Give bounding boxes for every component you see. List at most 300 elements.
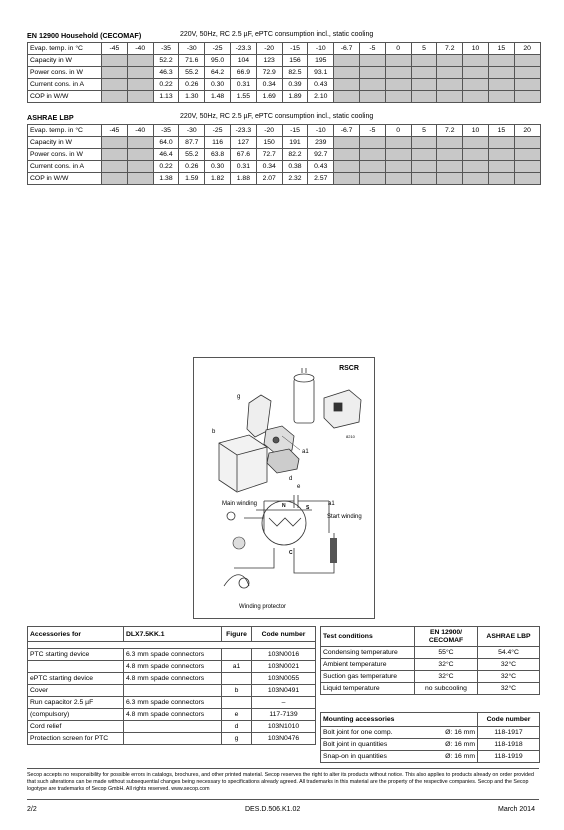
figure-cell: d [222, 721, 252, 733]
value-cell: 67.6 [230, 149, 256, 161]
value-cell [334, 91, 360, 103]
row-label: COP in W/W [28, 91, 102, 103]
row-label: Capacity in W [28, 137, 102, 149]
diagram-title: RSCR [339, 365, 359, 372]
value-cell: 93.1 [308, 67, 334, 79]
relay-part-icon [324, 390, 361, 428]
figure-cell [222, 649, 252, 661]
value-cell: 64.2 [205, 67, 231, 79]
svg-text:8210: 8210 [346, 434, 355, 439]
value-cell [102, 173, 128, 185]
table-row [28, 91, 541, 103]
value-cell [334, 149, 360, 161]
code-cell: 118-1919 [478, 751, 540, 763]
detail-cell: 4.8 mm spade connectors [124, 661, 222, 673]
table-row [28, 685, 316, 697]
row-label: Evap. temp. in °C [28, 43, 102, 55]
table-row [28, 55, 541, 67]
performance-table-en12900 [27, 42, 541, 103]
value-cell [463, 161, 489, 173]
temp-header-cell: 10 [463, 125, 489, 137]
value-cell [488, 137, 514, 149]
item-cell [28, 661, 124, 673]
value-cell [385, 161, 411, 173]
svg-text:b: b [212, 429, 216, 435]
value-cell: 1.30 [179, 91, 205, 103]
temp-header-cell: -30 [179, 43, 205, 55]
value-cell: 1.13 [153, 91, 179, 103]
value-cell [437, 67, 463, 79]
value-cell [437, 161, 463, 173]
ashrae-value: 32°C [478, 683, 540, 695]
spacer-row [28, 642, 316, 649]
value-cell [334, 137, 360, 149]
svg-text:a1: a1 [302, 449, 309, 455]
table-row [28, 721, 316, 733]
code-cell: 103N0491 [252, 685, 316, 697]
value-cell [514, 161, 540, 173]
table-row [28, 673, 316, 685]
table2-title: ASHRAE LBP [27, 113, 74, 122]
value-cell: 1.38 [153, 173, 179, 185]
value-cell: 71.6 [179, 55, 205, 67]
row-label: Evap. temp. in °C [28, 125, 102, 137]
temp-header-cell: -30 [179, 125, 205, 137]
value-cell [437, 55, 463, 67]
item-cell: (compulsory) [28, 709, 124, 721]
table-row [28, 67, 541, 79]
value-cell: 55.2 [179, 149, 205, 161]
item-cell: Cord relief [28, 721, 124, 733]
value-cell: 87.7 [179, 137, 205, 149]
header-cell: Figure [222, 627, 252, 642]
value-cell [385, 79, 411, 91]
value-cell: 46.3 [153, 67, 179, 79]
value-cell [411, 149, 437, 161]
value-cell [437, 173, 463, 185]
temp-header-cell: -40 [127, 125, 153, 137]
value-cell [359, 137, 385, 149]
item-cell: Run capacitor 2.5 µF [28, 697, 124, 709]
value-cell: 63.8 [205, 149, 231, 161]
value-cell [411, 67, 437, 79]
ashrae-value: 54.4°C [478, 647, 540, 659]
value-cell [334, 55, 360, 67]
row-label: Power cons. in W [28, 149, 102, 161]
value-cell [514, 91, 540, 103]
temp-header-cell: -20 [256, 43, 282, 55]
ashrae-value: 32°C [478, 671, 540, 683]
header-cell: Code number [252, 627, 316, 642]
value-cell: 92.7 [308, 149, 334, 161]
value-cell: 1.88 [230, 173, 256, 185]
value-cell [334, 79, 360, 91]
header-cell: Test conditions [321, 627, 415, 647]
table1-title: EN 12900 Household (CECOMAF) [27, 31, 142, 40]
value-cell: 72.9 [256, 67, 282, 79]
value-cell [437, 79, 463, 91]
code-cell: 118-1917 [478, 727, 540, 739]
value-cell [411, 137, 437, 149]
value-cell: 0.43 [308, 79, 334, 91]
value-cell [514, 137, 540, 149]
cover-icon [219, 435, 267, 492]
value-cell [334, 173, 360, 185]
item-cell: Cover [28, 685, 124, 697]
detail-cell [124, 721, 222, 733]
condition-label: Ambient temperature [321, 659, 415, 671]
temp-header-cell: -15 [282, 125, 308, 137]
mounting-size: Ø: 16 mm [415, 739, 478, 751]
value-cell [127, 91, 153, 103]
item-cell: ePTC starting device [28, 673, 124, 685]
table2-conditions: 220V, 50Hz, RC 2.5 µF, ePTC consumption incl., static cooling [180, 113, 374, 120]
value-cell [514, 67, 540, 79]
svg-text:Start winding: Start winding [327, 514, 362, 520]
value-cell: 1.82 [205, 173, 231, 185]
table-header-row [321, 713, 540, 727]
value-cell [102, 161, 128, 173]
row-label: Current cons. in A [28, 161, 102, 173]
value-cell [127, 55, 153, 67]
condition-label: Condensing temperature [321, 647, 415, 659]
table-row [321, 671, 540, 683]
value-cell: 64.0 [153, 137, 179, 149]
en12900-value: 32°C [415, 659, 478, 671]
value-cell [411, 161, 437, 173]
value-cell [102, 79, 128, 91]
value-cell: 2.07 [256, 173, 282, 185]
test-conditions-table [320, 626, 540, 695]
value-cell: 1.48 [205, 91, 231, 103]
table-row [28, 697, 316, 709]
table-row [321, 739, 540, 751]
value-cell: 0.30 [205, 79, 231, 91]
code-cell: 103N0016 [252, 649, 316, 661]
table-row [321, 683, 540, 695]
value-cell: 116 [205, 137, 231, 149]
value-cell: 0.39 [282, 79, 308, 91]
table-header-row [28, 627, 316, 642]
value-cell [463, 91, 489, 103]
en12900-value: no subcooling [415, 683, 478, 695]
svg-text:N: N [282, 503, 286, 509]
value-cell: 0.22 [153, 161, 179, 173]
temp-header-cell: 15 [488, 43, 514, 55]
value-cell: 72.7 [256, 149, 282, 161]
value-cell: 1.89 [282, 91, 308, 103]
value-cell [437, 149, 463, 161]
row-label: Capacity in W [28, 55, 102, 67]
value-cell: 66.9 [230, 67, 256, 79]
value-cell [463, 79, 489, 91]
value-cell [385, 173, 411, 185]
header-cell: ASHRAE LBP [478, 627, 540, 647]
value-cell: 1.55 [230, 91, 256, 103]
header-cell: EN 12900/ CECOMAF [415, 627, 478, 647]
figure-cell: e [222, 709, 252, 721]
value-cell [334, 67, 360, 79]
figure-cell [222, 697, 252, 709]
table-row [321, 647, 540, 659]
table-row [28, 43, 541, 55]
figure-cell [222, 673, 252, 685]
value-cell [411, 91, 437, 103]
capacitor-icon [294, 368, 314, 423]
temp-header-cell: -10 [308, 125, 334, 137]
temp-header-cell: 7.2 [437, 125, 463, 137]
temp-header-cell: -23.3 [230, 125, 256, 137]
value-cell [359, 67, 385, 79]
value-cell [102, 137, 128, 149]
table-row [321, 659, 540, 671]
value-cell: 156 [282, 55, 308, 67]
table-row [28, 149, 541, 161]
value-cell [102, 149, 128, 161]
temp-header-cell: 15 [488, 125, 514, 137]
value-cell: 2.10 [308, 91, 334, 103]
page-number: 2/2 [27, 806, 37, 813]
value-cell: 0.26 [179, 79, 205, 91]
temp-header-cell: 10 [463, 43, 489, 55]
value-cell: 0.34 [256, 161, 282, 173]
detail-cell: 6.3 mm spade connectors [124, 697, 222, 709]
code-cell: 103N0476 [252, 733, 316, 745]
row-label: Current cons. in A [28, 79, 102, 91]
detail-cell: 6.3 mm spade connectors [124, 649, 222, 661]
value-cell [437, 91, 463, 103]
item-cell: Protection screen for PTC [28, 733, 124, 745]
mounting-size: Ø: 16 mm [415, 727, 478, 739]
rscr-wiring-diagram [193, 357, 375, 619]
value-cell: 55.2 [179, 67, 205, 79]
en12900-value: 32°C [415, 671, 478, 683]
temp-header-cell: -5 [359, 43, 385, 55]
value-cell [102, 55, 128, 67]
temp-header-cell: -20 [256, 125, 282, 137]
terminal-block-icon [330, 538, 337, 563]
value-cell: 0.30 [205, 161, 231, 173]
table-row [28, 137, 541, 149]
value-cell: 191 [282, 137, 308, 149]
value-cell [359, 149, 385, 161]
value-cell [411, 79, 437, 91]
value-cell [127, 67, 153, 79]
code-cell: 117-7139 [252, 709, 316, 721]
temp-header-cell: 0 [385, 125, 411, 137]
value-cell: 150 [256, 137, 282, 149]
detail-cell: 4.8 mm spade connectors [124, 673, 222, 685]
table1-conditions: 220V, 50Hz, RC 2.5 µF, ePTC consumption incl., static cooling [180, 31, 374, 38]
value-cell: 239 [308, 137, 334, 149]
value-cell [102, 67, 128, 79]
value-cell [127, 79, 153, 91]
performance-table-ashrae [27, 124, 541, 185]
value-cell [514, 149, 540, 161]
value-cell: 1.69 [256, 91, 282, 103]
temp-header-cell: -23.3 [230, 43, 256, 55]
value-cell [385, 67, 411, 79]
temp-header-cell: -5 [359, 125, 385, 137]
header-cell: Accessories for [28, 627, 124, 642]
value-cell: 0.26 [179, 161, 205, 173]
value-cell [359, 173, 385, 185]
value-cell [411, 173, 437, 185]
value-cell: 2.57 [308, 173, 334, 185]
value-cell [488, 161, 514, 173]
value-cell [514, 79, 540, 91]
value-cell [127, 137, 153, 149]
svg-text:Main winding: Main winding [222, 501, 258, 507]
figure-cell: g [222, 733, 252, 745]
value-cell: 195 [308, 55, 334, 67]
temp-header-cell: 20 [514, 43, 540, 55]
en12900-value: 55°C [415, 647, 478, 659]
temp-header-cell: -6.7 [334, 125, 360, 137]
value-cell: 127 [230, 137, 256, 149]
row-label: Power cons. in W [28, 67, 102, 79]
temp-header-cell: -15 [282, 43, 308, 55]
accessories-table [27, 626, 316, 745]
value-cell: 82.5 [282, 67, 308, 79]
footer-disclaimer: Secop accepts no responsibility for possible errors in catalogs, brochures, and other printed material. Secop reserves the right to alter its products without notice. This also applies to products already on order provided that such alterations can be made without subsequential changes being necessary to specifications already agreed. All trademarks in this material are the property of the respective companies. Secop and the Secop logotype are trademarks of Secop GmbH. All rights reserved. www.secop.com [27, 772, 534, 792]
value-cell [514, 173, 540, 185]
value-cell [463, 173, 489, 185]
value-cell [514, 55, 540, 67]
ashrae-value: 32°C [478, 659, 540, 671]
value-cell [463, 137, 489, 149]
diagram-drawing [194, 358, 374, 618]
table-row [28, 125, 541, 137]
value-cell [359, 161, 385, 173]
temp-header-cell: -35 [153, 43, 179, 55]
value-cell: 123 [256, 55, 282, 67]
detail-cell [124, 733, 222, 745]
value-cell: 104 [230, 55, 256, 67]
value-cell [385, 149, 411, 161]
temp-header-cell: 7.2 [437, 43, 463, 55]
table-row [28, 709, 316, 721]
temp-header-cell: 0 [385, 43, 411, 55]
temp-header-cell: -25 [205, 125, 231, 137]
svg-text:d: d [289, 476, 293, 482]
value-cell [102, 91, 128, 103]
header-cell: Code number [478, 713, 540, 727]
code-cell: 118-1918 [478, 739, 540, 751]
temp-header-cell: -40 [127, 43, 153, 55]
value-cell [385, 137, 411, 149]
value-cell [488, 67, 514, 79]
table-row [321, 751, 540, 763]
table-row [28, 733, 316, 745]
svg-text:Winding protector: Winding protector [239, 604, 287, 610]
temp-header-cell: -45 [102, 43, 128, 55]
value-cell [385, 91, 411, 103]
value-cell [488, 173, 514, 185]
value-cell [359, 55, 385, 67]
value-cell [385, 55, 411, 67]
table-row [28, 649, 316, 661]
svg-text:e: e [297, 484, 301, 490]
table-row [28, 661, 316, 673]
svg-text:S: S [306, 505, 310, 511]
item-cell: PTC starting device [28, 649, 124, 661]
row-label: COP in W/W [28, 173, 102, 185]
temp-header-cell: 5 [411, 43, 437, 55]
value-cell [488, 91, 514, 103]
table-header-row [321, 627, 540, 647]
detail-cell: 4.8 mm spade connectors [124, 709, 222, 721]
temp-header-cell: -35 [153, 125, 179, 137]
temp-header-cell: 5 [411, 125, 437, 137]
table-row [28, 79, 541, 91]
code-cell: 103N0055 [252, 673, 316, 685]
value-cell [334, 161, 360, 173]
table-row [321, 727, 540, 739]
value-cell: 95.0 [205, 55, 231, 67]
value-cell [127, 161, 153, 173]
value-cell [463, 67, 489, 79]
value-cell [463, 149, 489, 161]
footer-rule [27, 768, 539, 769]
svg-text:C: C [289, 550, 293, 556]
value-cell [488, 55, 514, 67]
header-cell: DLX7.5KK.1 [124, 627, 222, 642]
mounting-accessories-table [320, 712, 540, 763]
value-cell: 0.22 [153, 79, 179, 91]
detail-cell [124, 685, 222, 697]
document-date: March 2014 [498, 806, 535, 813]
temp-header-cell: 20 [514, 125, 540, 137]
figure-cell: b [222, 685, 252, 697]
mounting-label: Bolt joint in quantities [321, 739, 415, 751]
condition-label: Suction gas temperature [321, 671, 415, 683]
winding-protector-icon [233, 537, 245, 549]
header-cell: Mounting accessories [321, 713, 478, 727]
mounting-label: Bolt joint for one comp. [321, 727, 415, 739]
value-cell: 2.32 [282, 173, 308, 185]
value-cell: 0.31 [230, 161, 256, 173]
value-cell [127, 173, 153, 185]
value-cell: 0.38 [282, 161, 308, 173]
svg-text:g: g [237, 394, 241, 400]
value-cell: 52.2 [153, 55, 179, 67]
condition-label: Liquid temperature [321, 683, 415, 695]
temp-header-cell: -45 [102, 125, 128, 137]
footer-bottom-rule [27, 799, 539, 800]
value-cell: 0.43 [308, 161, 334, 173]
temp-header-cell: -25 [205, 43, 231, 55]
value-cell [359, 91, 385, 103]
value-cell: 0.31 [230, 79, 256, 91]
value-cell [359, 79, 385, 91]
code-cell: 103N1010 [252, 721, 316, 733]
cord-relief-icon [267, 449, 299, 473]
value-cell [127, 149, 153, 161]
value-cell [488, 149, 514, 161]
temp-header-cell: -6.7 [334, 43, 360, 55]
document-number: DES.D.506.K1.02 [245, 806, 301, 813]
value-cell [463, 55, 489, 67]
value-cell [488, 79, 514, 91]
mounting-label: Snap-on in quantities [321, 751, 415, 763]
value-cell: 0.34 [256, 79, 282, 91]
mounting-size: Ø: 16 mm [415, 751, 478, 763]
temp-header-cell: -10 [308, 43, 334, 55]
table-row [28, 173, 541, 185]
value-cell [411, 55, 437, 67]
figure-cell: a1 [222, 661, 252, 673]
